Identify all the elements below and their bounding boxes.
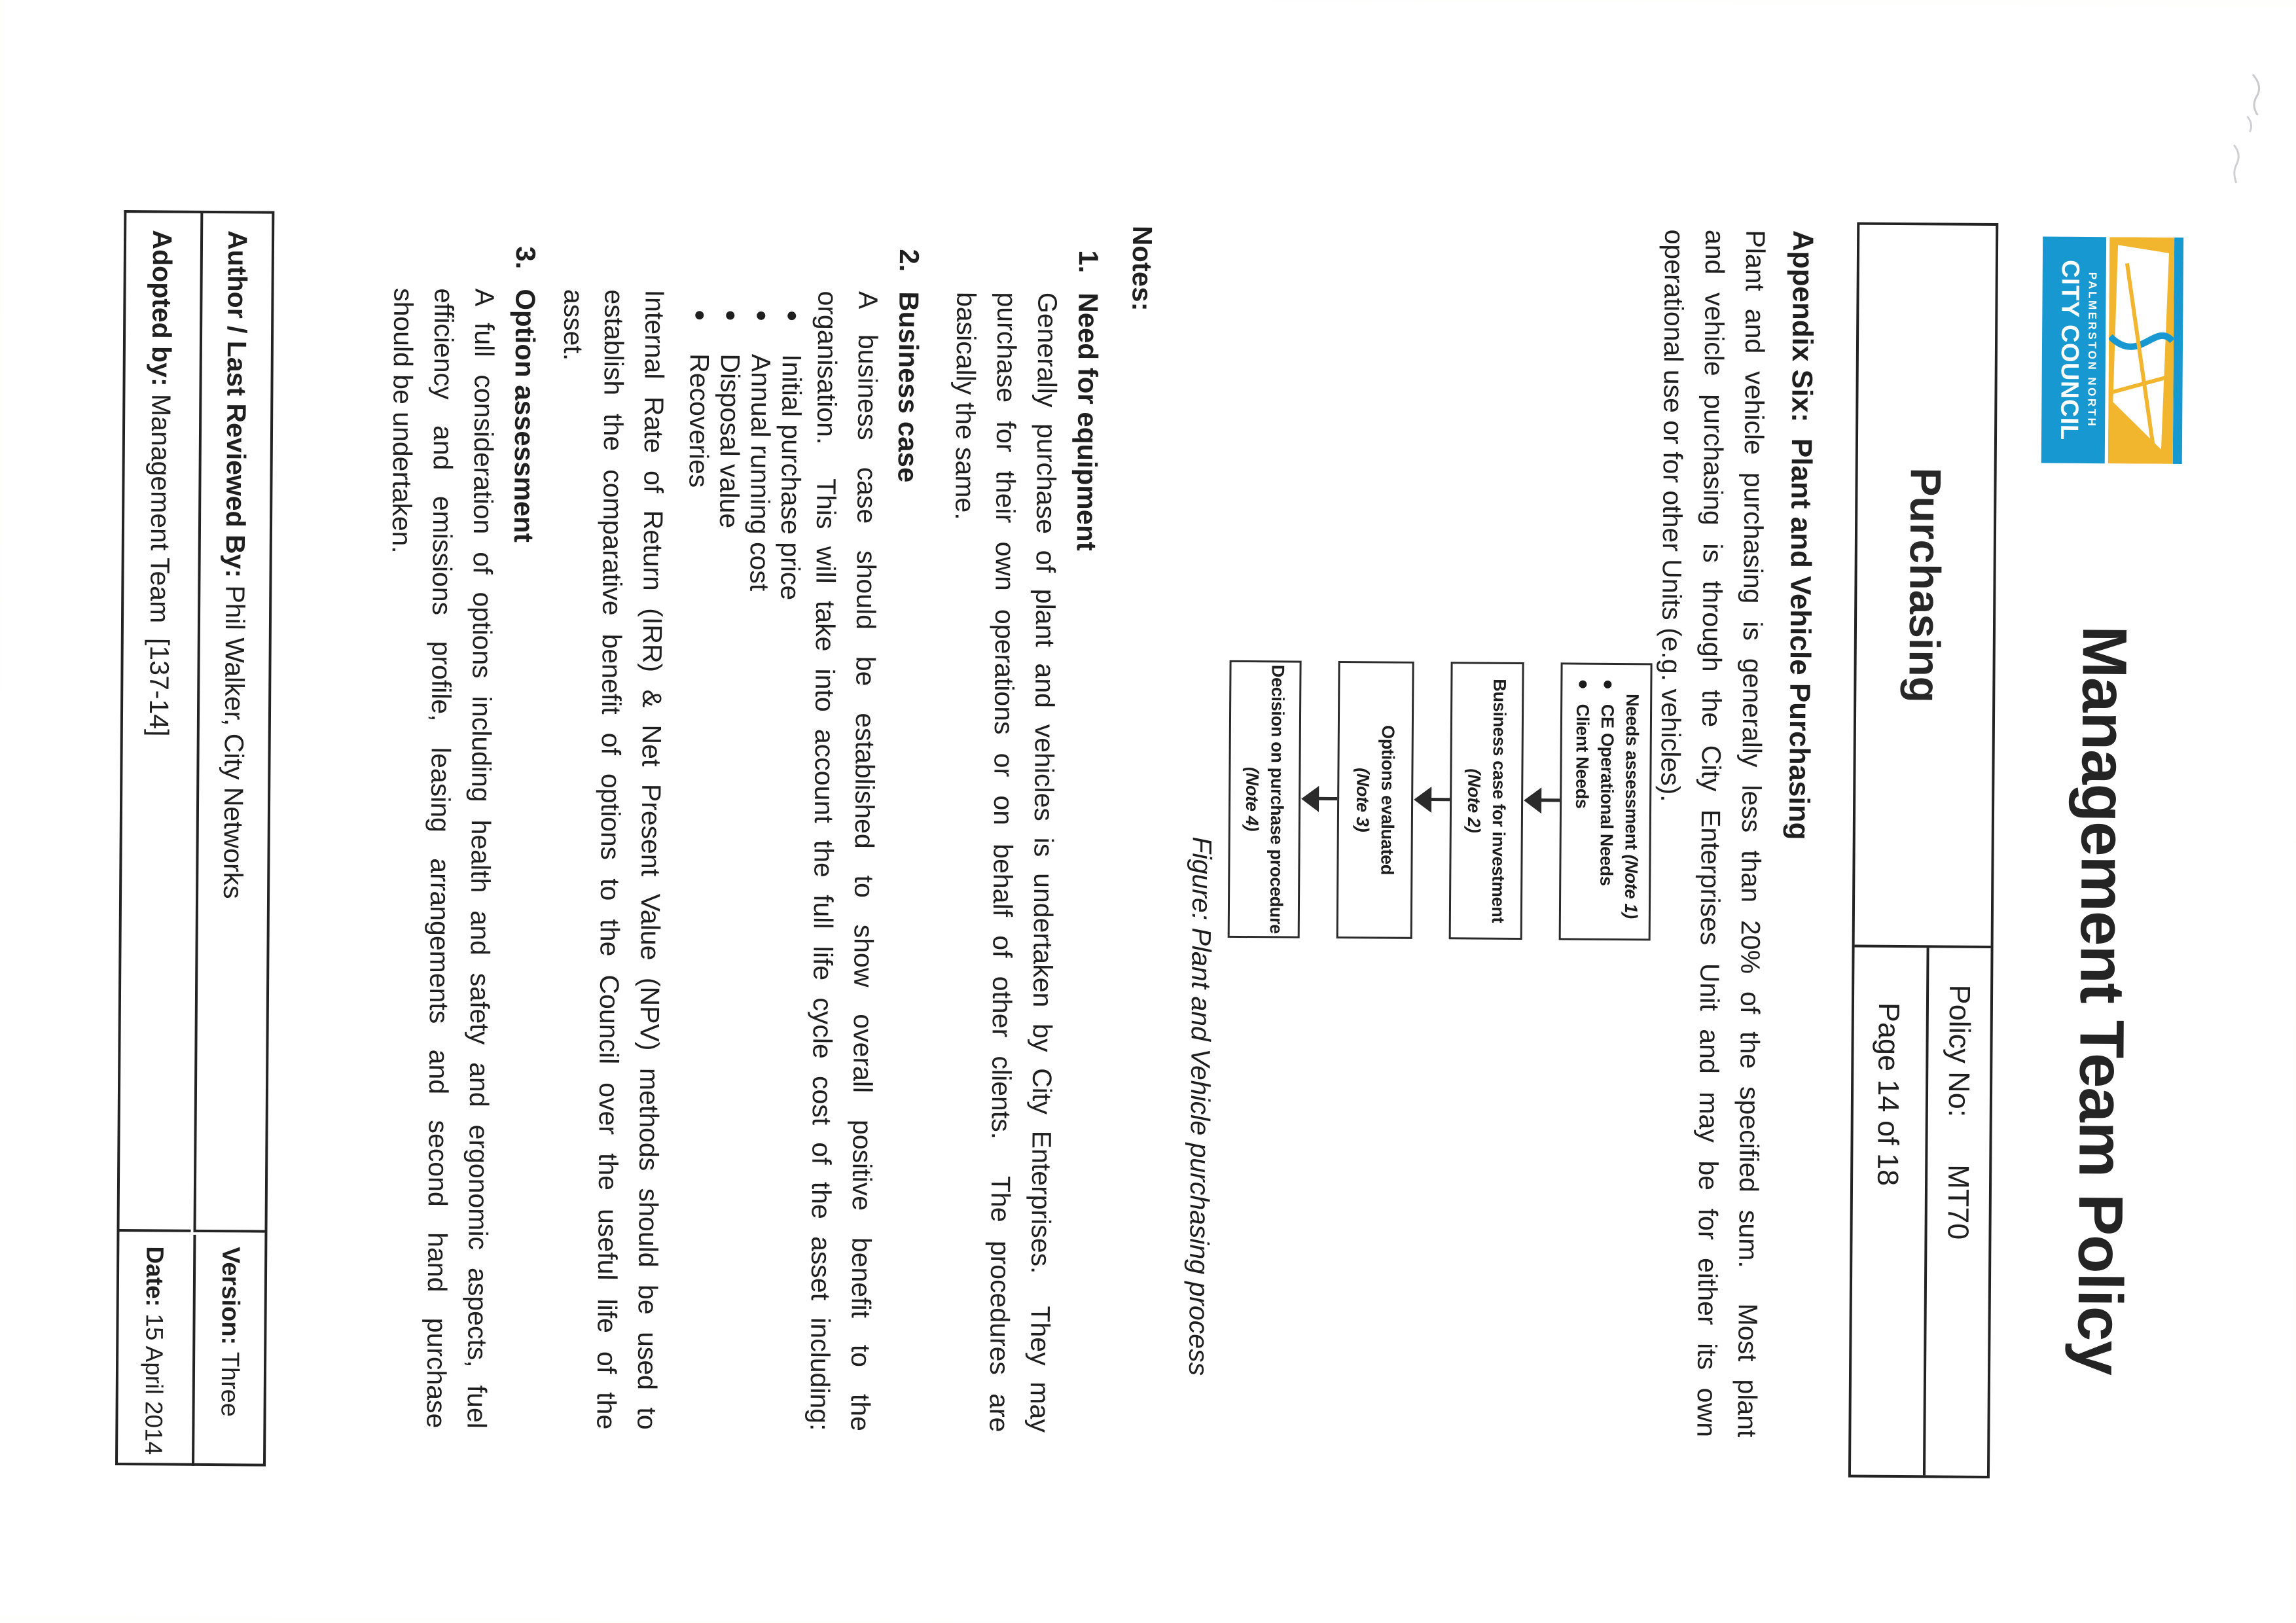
date-cell [118,1234,190,1466]
cost-bullet-list [676,290,807,1431]
flowchart-box-note: (Note 2) [1463,768,1484,833]
note-number: 2. [893,249,925,272]
author-cell [193,213,272,1233]
author-value: Phil Walker, City Networks [218,577,251,899]
council-logo [2045,237,2183,464]
bullet-icon [695,311,704,319]
scan-smudge-mark [2226,142,2246,188]
appendix-line: operational use or for other Units (e.g. vehicles). [1655,229,1690,802]
bullet-label: Disposal value [714,353,745,529]
note-heading-business-case [880,224,929,1431]
appendix-heading: Appendix Six: Plant and Vehicle Purchasing [1782,230,1820,840]
appendix-section [1645,229,1819,1438]
flowchart-box-note: (Note 3) [1352,768,1373,832]
policy-header-table [1848,223,1998,1478]
flowchart-box-note: (Note 1) [1621,854,1641,919]
note-line: efficiency and emissions profile, leasing arrangements and second hand purchase [421,288,459,1429]
flowchart-box-title-text: Needs assessment [1621,694,1643,855]
scan-smudge-mark [2239,71,2272,143]
logo-council-label: CITY COUNCIL [2054,259,2084,440]
bullet-label: Recoveries [683,353,715,488]
note-title: Option assessment [508,289,541,543]
flowchart-bullet-label: Client Needs [1572,704,1593,809]
figure-caption: Figure: Plant and Vehicle purchasing process [1183,836,1217,1376]
flowchart-box-title [1619,674,1645,933]
author-label: Author / Last Reviewed By: [220,230,253,579]
note-line: establish the comparative benefit of options to the Council over the useful life of the [591,289,630,1430]
note-line: A business case should be established to show overall positive benefit to the [845,291,884,1432]
appendix-line: Plant and vehicle purchasing is generally less than 20% of the specified sum. Most plant [1732,230,1771,1438]
flowchart-box-decision [1228,660,1302,938]
document-control-table [115,210,274,1467]
subject-cell [1855,225,1996,948]
adopted-by-label: Adopted by: [146,230,178,387]
arrow-down-icon [1300,661,1338,938]
logo-city-name: PALMERSTON NORTH [2085,272,2099,429]
note-line: should be undertaken. [386,287,419,554]
note-heading-option-assessment [497,221,546,1429]
page-number-value: Page 14 of 18 [1871,1002,1906,1186]
flowchart-bullet-item [1594,674,1621,933]
note-line: Generally purchase of plant and vehicles is undertaken by City Enterprises. They may [1024,292,1063,1433]
subject-title: Purchasing [1900,467,1950,704]
logo-text-band [2041,237,2106,464]
flowchart-box-business-case [1449,662,1524,940]
note-line: A full consideration of options including health and safety and ergonomic aspects, fuel [461,288,500,1429]
logo-top-stripe [2173,238,2183,464]
bullet-icon [757,312,765,320]
note-title: Business case [892,291,925,483]
version-cell [192,1235,264,1467]
note-heading-need-for-equipment [1060,225,1109,1433]
note-line: purchase for their own operations or on behalf of other clients. The procedures are [984,292,1022,1433]
note-title: Need for equipment [1071,293,1104,551]
note-number: 1. [1073,250,1104,274]
bullet-icon [1579,681,1587,688]
date-value: 15 April 2014 [140,1306,169,1455]
flowchart-bullet-label: CE Operational Needs [1596,704,1618,886]
date-label: Date: [141,1246,169,1308]
bullet-icon [726,311,734,319]
purchasing-process-flowchart [1227,660,1653,941]
flowchart-box-title: Business case for investment [1488,679,1510,923]
policy-number-value: MT70 [1941,1164,1976,1240]
note-paragraph [938,292,1067,1433]
note-paragraph [375,288,505,1429]
logo-emblem-icon [2108,237,2174,464]
bullet-label: Annual running cost [744,353,776,592]
flowchart-box-needs-assessment [1559,662,1653,940]
flowchart-box-title: Options evaluated [1377,724,1398,876]
note-line: Internal Rate of Return (IRR) & Net Present Value (NPV) methods should be used to [632,289,670,1430]
document-title: Management Team Policy [2064,625,2140,1376]
page-number-cell [1851,948,1924,1476]
version-label: Version: [216,1247,245,1346]
note-paragraph [545,289,675,1430]
notes-section [375,221,1162,1433]
bullet-icon [787,312,796,320]
arrow-down-icon [1522,662,1561,940]
note-number: 3. [510,246,542,270]
note-paragraph [799,291,888,1431]
flowchart-box-options-evaluated [1336,661,1414,939]
appendix-line: and vehicle purchasing is through the City Enterprises Unit and may be for either its own [1691,229,1731,1438]
version-value: Three [215,1345,244,1418]
note-line: asset. [558,289,589,361]
note-line: basically the same. [950,291,982,520]
bullet-label: Initial purchase price [775,354,807,601]
flowchart-box-note: (Note 4) [1242,766,1263,832]
adopted-by-value: Management Team [137-14] [143,386,177,737]
arrow-down-icon [1412,662,1451,939]
flowchart-box-title: Decision on purchase procedure [1266,664,1288,935]
bullet-icon [1604,681,1611,688]
flowchart-bullet-item [1569,674,1596,933]
adopted-by-cell [119,213,198,1232]
policy-number-label: Policy No: [1942,984,1977,1118]
notes-heading: Notes: [1126,225,1158,312]
policy-number-cell [1923,948,1991,1476]
note-line: organisation. This will take into account the full life cycle cost of the asset including: [804,291,843,1431]
